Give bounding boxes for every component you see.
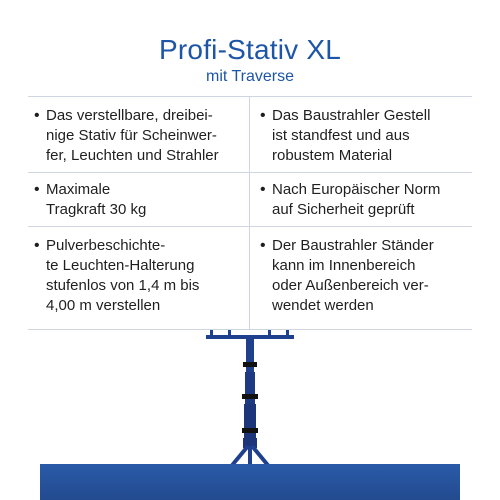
traverse-mount: [228, 330, 231, 336]
feature-text: Der Baustrahler Ständer kann im Innenbereich oder Außenbereich ver- wendet werden: [272, 237, 434, 314]
page-subtitle: mit Traverse: [205, 68, 294, 85]
feature-text: Nach Europäischer Norm auf Sicherheit geprüft: [272, 181, 441, 218]
feature-text: Das verstellbare, dreibei- nige Stativ für Scheinwer- fer, Leuchten und Strahler: [46, 107, 219, 164]
feature-text: Das Baustrahler Gestell ist standfest und aus robustem Material: [272, 107, 431, 164]
mast-clamp: [243, 362, 257, 367]
mast-clamp: [242, 394, 258, 399]
page-title: Profi-Stativ XL: [159, 34, 341, 65]
traverse-mount: [286, 330, 289, 336]
bullet: •: [260, 181, 266, 198]
traverse-mount: [268, 330, 271, 336]
bottom-banner: [40, 464, 460, 500]
traverse-mount: [210, 330, 213, 336]
bullet: •: [260, 107, 266, 124]
bullet: •: [34, 181, 40, 198]
mast-clamp: [242, 428, 258, 433]
feature-text: Pulverbeschichte- te Leuchten-Halterung stufenlos von 1,4 m bis 4,00 m verstellen: [46, 237, 200, 314]
bullet: •: [34, 107, 40, 124]
mast-section: [245, 372, 255, 404]
bullet: •: [34, 237, 40, 254]
feature-text: Maximale Tragkraft 30 kg: [46, 181, 147, 218]
bullet: •: [260, 237, 266, 254]
